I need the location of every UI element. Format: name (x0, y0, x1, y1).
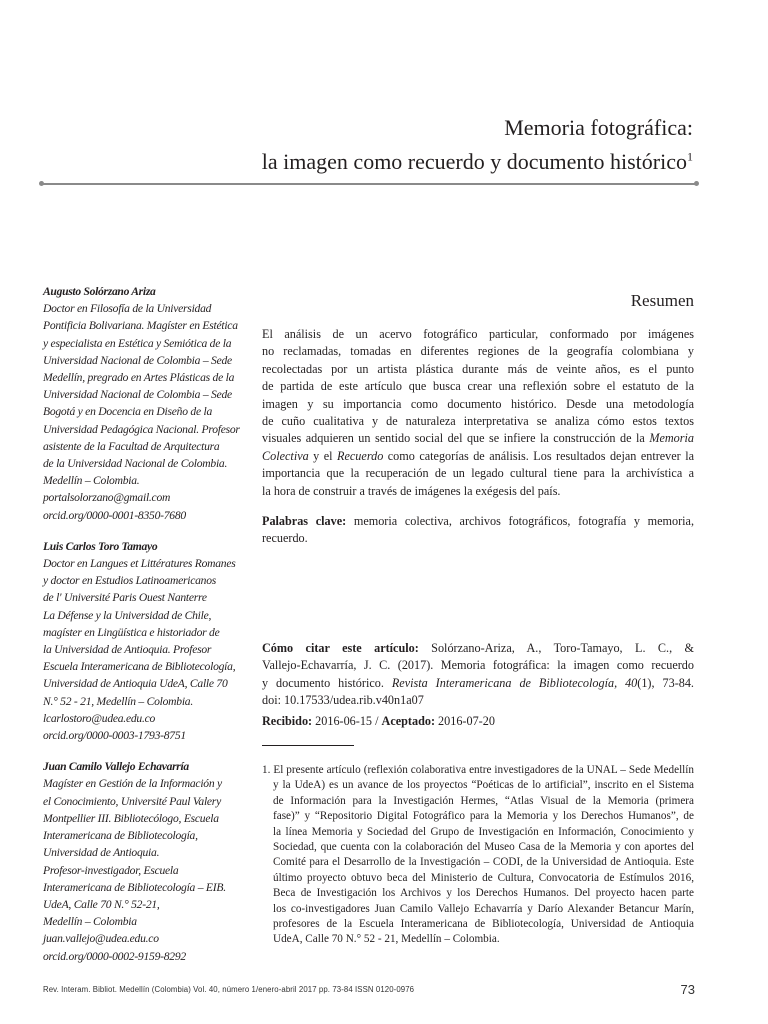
author-bio-line: N.° 52 - 21, Medellín – Colombia. (43, 694, 193, 708)
title-line-2-text: la imagen como recuerdo y documento histórico (261, 149, 687, 174)
author-bio-line: Universidad de Antioquia UdeA, Calle 70 (43, 677, 228, 691)
author-bio-line: la Universidad de Antioquia. Profesor (43, 643, 212, 657)
abstract-line: importancia que la recuperación de un legado cultural tiene para la archivística a (262, 466, 694, 481)
abstract-line: de cuño cualitativa y de naturaleza interpretativa se analiza cómo estos textos (262, 414, 694, 429)
footnote-line: fase)” y “Repositorio Digital Fotográfico para la Memoria y los Derechos Humanos”, de (273, 810, 694, 823)
author-email[interactable]: lcarlostoro@udea.edu.co (43, 711, 156, 725)
author-bio-line: de la Universidad Nacional de Colombia. (43, 457, 228, 471)
footnote-divider (262, 745, 354, 746)
author-bio-line: de l' Université Paris Ouest Nanterre (43, 591, 207, 605)
title-line-2 (262, 148, 693, 176)
author-bio-line: UdeA, Calle 70 N.° 52-21, (43, 897, 160, 911)
running-footer: Rev. Interam. Bibliot. Medellín (Colombia) Vol. 40, número 1/enero-abril 2017 pp. 73-84 ISSN 0120-0976 (43, 985, 415, 994)
citation-authors: Solórzano-Ariza, A., Toro-Tamayo, L. C., & (418, 641, 694, 655)
abstract-fragment: visuales adquieren un sentido social del que se infiere la construcción de la (262, 431, 650, 446)
abstract-italic-colectiva: Colectiva (262, 448, 309, 463)
abstract-line: imagen y su importancia como documento histórico. Desde una metodología (262, 396, 694, 411)
author-block (43, 538, 253, 744)
authors-column (43, 283, 253, 979)
abstract-line: de partida de este artículo que busca crear una reflexión sobre el estatuto de la (262, 379, 694, 394)
author-bio-line: Bogotá y en Docencia en Diseño de la (43, 405, 213, 419)
title-line-1: Memoria fotográfica: (504, 115, 693, 140)
author-name: Juan Camilo Vallejo Echavarría (43, 760, 189, 774)
accepted-label: Aceptado: (381, 714, 435, 728)
author-orcid[interactable]: orcid.org/0000-0002-9159-8292 (43, 949, 186, 963)
abstract-line: no reclamadas, tomadas en diferentes regiones de la geografía colombiana y (262, 344, 694, 359)
author-bio-line: La Défense y la Universidad de Chile, (43, 608, 212, 622)
citation-doi: doi: 10.17533/udea.rib.v40n1a07 (262, 693, 424, 708)
citation-line: Vallejo-Echavarría, J. C. (2017). Memoria fotográfica: la imagen como recuerdo (262, 658, 694, 673)
citation (262, 640, 694, 710)
author-bio-line: Doctor en Filosofía de la Universidad (43, 302, 212, 316)
title-footnote-mark: 1 (687, 149, 693, 164)
author-orcid[interactable]: orcid.org/0000-0003-1793-8751 (43, 729, 186, 743)
author-bio-line: el Conocimiento, Université Paul Valery (43, 794, 221, 808)
author-bio-line: magíster en Lingüística e historiador de (43, 625, 220, 639)
article-title (262, 114, 693, 176)
keywords-line (262, 513, 694, 530)
abstract-italic-memoria: Memoria (649, 431, 694, 446)
received-label: Recibido: (262, 714, 313, 728)
footnote-line: profesores de la Escuela Interamericana de Bibliotecología, Universidad de Antioquia (273, 918, 694, 931)
article-dates (262, 713, 495, 730)
author-email[interactable]: juan.vallejo@udea.edu.co (43, 932, 159, 946)
author-bio-line: Universidad Nacional de Colombia – Sede (43, 353, 232, 367)
abstract-line: El análisis de un acervo fotográfico particular, conformado por imágenes (262, 327, 694, 341)
author-block (43, 758, 253, 964)
author-block (43, 283, 253, 524)
author-bio-line: Magíster en Gestión de la Información y (43, 777, 222, 791)
author-bio-line: Interamericana de Bibliotecología – EIB. (43, 880, 226, 894)
page-number: 73 (680, 982, 695, 997)
citation-journal: Revista Interamericana de Bibliotecología, 40 (391, 675, 638, 690)
citation-line (262, 675, 694, 692)
abstract-italic-recuerdo: Recuerdo (337, 448, 384, 463)
keywords-line: recuerdo. (262, 531, 308, 546)
received-date: 2016-06-15 / (312, 714, 382, 728)
author-bio-line: Universidad Nacional de Colombia – Sede (43, 388, 232, 402)
footnote-line: los co-investigadores Juan Camilo Vallejo Echavarría y Darío Alexander Betancur Marín, (273, 902, 694, 915)
footnote-line: 1. El presente artículo (reflexión colaborativa entre investigadores de la UNAL – Sede Medellín (262, 764, 694, 776)
footnote-line: de Información para la Investigación Hermes, “Atlas Visual de la Memoria (primera (273, 794, 694, 807)
author-email[interactable]: portalsolorzano@gmail.com (43, 491, 171, 505)
author-bio-line: Doctor en Langues et Littératures Romanes (43, 557, 236, 571)
abstract-fragment: y el (308, 448, 338, 463)
keywords-label: Palabras clave: (262, 514, 347, 529)
footnote-line: Beca de Investigación los Archivos y los Derechos Humanos. Del proyecto hacen parte (273, 887, 694, 900)
author-name: Luis Carlos Toro Tamayo (43, 539, 158, 553)
abstract-text (262, 326, 694, 500)
abstract-line (262, 448, 694, 465)
footnote-line: y la UdeA) es un avance de los proyectos “Poéticas de lo artificial”, inscrito en el Sistema (273, 779, 694, 792)
footnote-line: la línea Memoria y Sociedad del Grupo de Investigación en Información, Conocimiento y (273, 825, 694, 838)
abstract-line (262, 430, 694, 447)
accepted-date: 2016-07-20 (435, 714, 495, 728)
author-orcid[interactable]: orcid.org/0000-0001-8350-7680 (43, 508, 186, 522)
footnote-line: Sociedad, que cuenta con la colaboración del Museo Casa de la Memoria y con aportes del (273, 841, 694, 854)
author-bio-line: asistente de la Facultad de Arquitectura (43, 439, 220, 453)
author-bio-line: Profesor-investigador, Escuela (43, 863, 179, 877)
abstract-line: la hora de construir a través de imágenes la exégesis del país. (262, 483, 561, 498)
author-bio-line: Interamericana de Bibliotecología, (43, 829, 198, 843)
author-bio-line: Universidad Pedagógica Nacional. Profesor (43, 422, 240, 436)
footnote-line: último proyecto obtuvo beca del Ministerio de Cultura, Convocatoria de Estímulos 2016, (273, 871, 694, 884)
resumen-heading: Resumen (630, 291, 694, 310)
author-bio-line: Universidad de Antioquia. (43, 846, 160, 860)
author-name: Augusto Solórzano Ariza (43, 285, 156, 298)
author-bio-line: Medellín – Colombia (43, 915, 137, 929)
keywords (262, 513, 694, 548)
footnote-line: UdeA, Calle 70 N.° 52 - 21, Medellín – Colombia. (273, 933, 500, 946)
author-bio-line: Escuela Interamericana de Bibliotecología, (43, 660, 236, 674)
citation-label: Cómo citar este artículo: (262, 641, 419, 655)
author-bio-line: Pontificia Bolivariana. Magíster en Estética (43, 319, 238, 333)
title-divider (43, 183, 695, 185)
citation-line (262, 640, 694, 657)
abstract-column (262, 290, 694, 548)
author-bio-line: Montpellier III. Bibliotecólogo, Escuela (43, 811, 219, 825)
abstract-fragment: como categorías de análisis. Los resultados dejan entrever la (383, 448, 695, 463)
footnote (262, 763, 694, 948)
keywords-text: memoria colectiva, archivos fotográficos, fotografía y memoria, (346, 514, 694, 529)
author-bio-line: y doctor en Estudios Latinoamericanos (43, 574, 217, 588)
author-bio-line: y especialista en Estética y Semiótica de la (43, 336, 232, 350)
author-bio-line: Medellín – Colombia. (43, 474, 140, 488)
citation-fragment: y documento histórico. (262, 675, 392, 690)
citation-fragment: (1), 73-84. (637, 675, 694, 690)
footnote-line: Comité para el Desarrollo de la Investigación – CODI, de la Universidad de Antioquia. Este (273, 856, 694, 869)
author-bio-line: Medellín, pregrado en Artes Plásticas de la (43, 371, 235, 385)
abstract-line: recolectadas por un artista plástica durante más de veinte años, es el punto (262, 361, 694, 376)
